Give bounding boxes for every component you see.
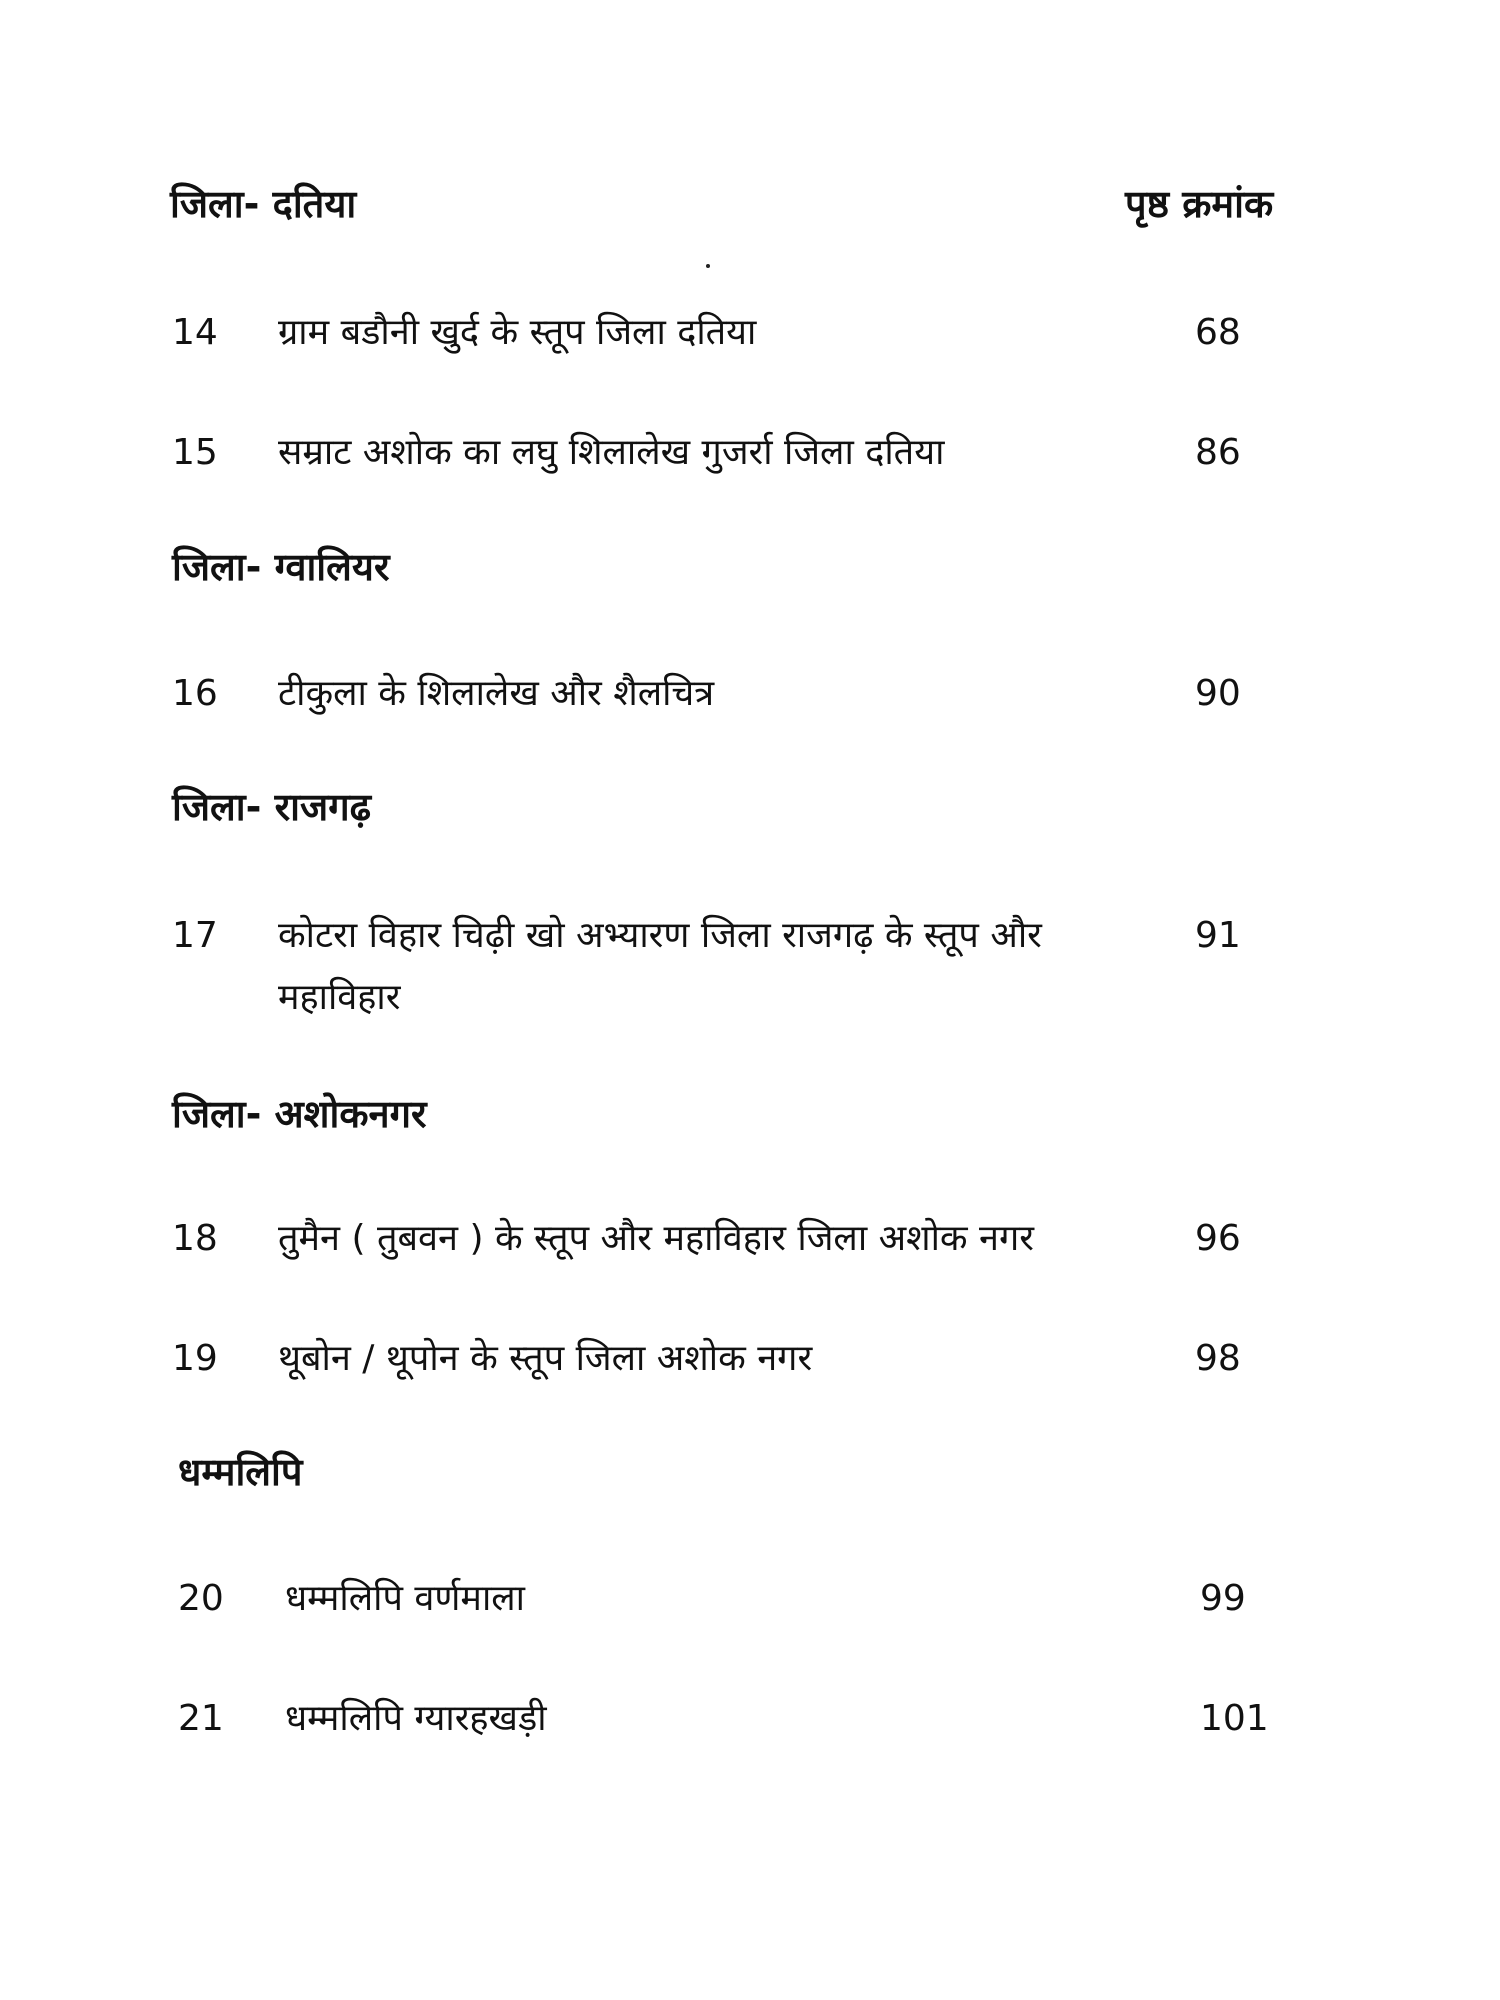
entry-page-number: 98 [1195,1338,1241,1379]
section-heading-dhammalipi: धम्मलिपि [178,1450,303,1494]
entry-page-number: 86 [1195,432,1241,473]
entry-number: 21 [178,1698,224,1739]
stray-dot-mark [706,264,710,268]
section-heading-gwalior: जिला- ग्वालियर [172,545,390,589]
entry-title: धम्मलिपि वर्णमाला [285,1578,526,1619]
entry-page-number: 101 [1200,1698,1269,1739]
entry-page-number: 96 [1195,1218,1241,1259]
entry-page-number: 91 [1195,915,1241,956]
entry-number: 14 [172,312,218,353]
entry-title: थूबोन / थूपोन के स्तूप जिला अशोक नगर [278,1338,813,1379]
entry-page-number: 68 [1195,312,1241,353]
entry-page-number: 99 [1200,1578,1246,1619]
entry-title: ग्राम बडौनी खुर्द के स्तूप जिला दतिया [278,312,757,353]
entry-number: 17 [172,915,218,956]
section-heading-rajgarh: जिला- राजगढ़ [172,785,372,829]
entry-number: 18 [172,1218,218,1259]
entry-title: तुमैन ( तुबवन ) के स्तूप और महाविहार जिला अशोक नगर [278,1218,1034,1259]
entry-title: टीकुला के शिलालेख और शैलचित्र [278,673,715,714]
entry-title: धम्मलिपि ग्यारहखड़ी [285,1698,547,1739]
page-number-column-heading: पृष्ठ क्रमांक [1125,182,1274,226]
entry-number: 20 [178,1578,224,1619]
entry-title: सम्राट अशोक का लघु शिलालेख गुजर्रा जिला दतिया [278,432,945,473]
section-heading-datia: जिला- दतिया [170,182,357,226]
entry-number: 16 [172,673,218,714]
section-heading-ashoknagar: जिला- अशोकनगर [172,1092,427,1136]
entry-number: 19 [172,1338,218,1379]
entry-number: 15 [172,432,218,473]
entry-title: कोटरा विहार चिढ़ी खो अभ्यारण जिला राजगढ़ के स्तूप और महाविहार [278,915,1042,1018]
entry-page-number: 90 [1195,673,1241,714]
